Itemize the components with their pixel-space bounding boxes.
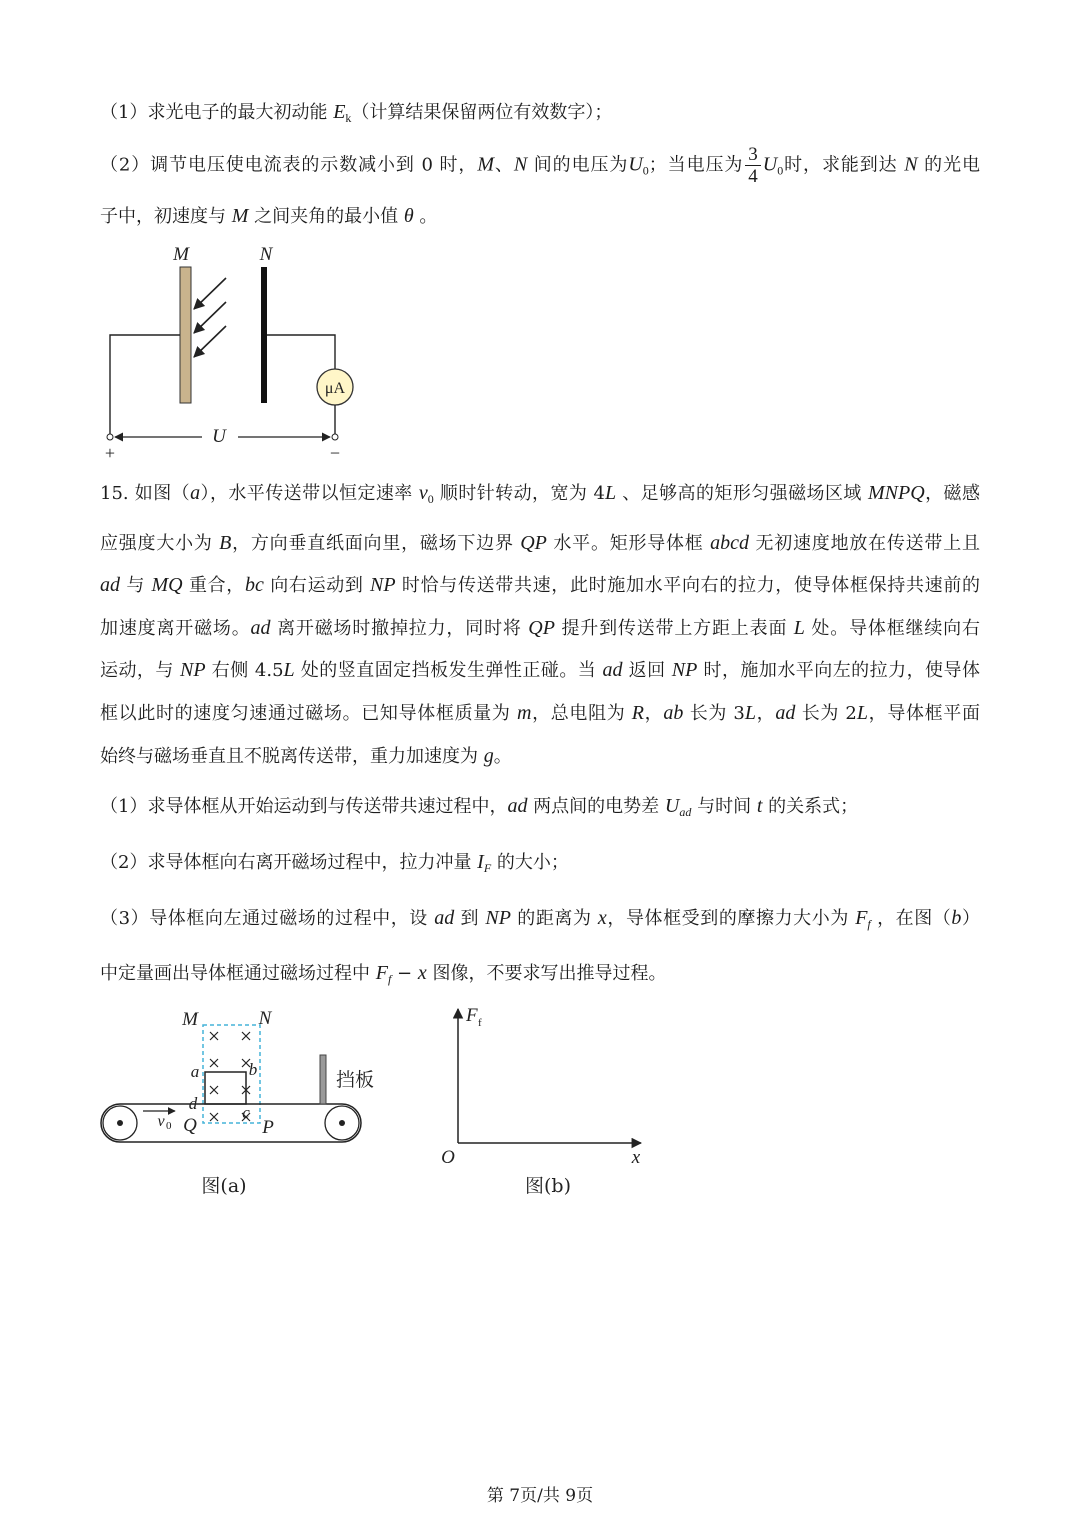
math-variable: t xyxy=(756,795,763,817)
text-run: ，导体框受到的摩擦力大小为 xyxy=(606,908,856,929)
text-run: ） xyxy=(961,908,980,929)
text-run: 重合， xyxy=(182,575,245,596)
frame-corner-c-label: c xyxy=(242,1103,250,1122)
frame-corner-b-label: b xyxy=(248,1060,258,1079)
math-variable: m xyxy=(516,702,532,724)
math-variable: B xyxy=(219,532,232,554)
origin-label: O xyxy=(441,1147,455,1168)
velocity-subscript: 0 xyxy=(166,1120,172,1132)
text-run: 框以此时的速度匀速通过磁场。已知导体框质量为 xyxy=(100,703,517,724)
math-variable: ad xyxy=(100,574,120,596)
conductor-frame-abcd xyxy=(205,1072,246,1104)
text-run: 应强度大小为 xyxy=(100,533,220,554)
right-pulley-axle xyxy=(339,1120,345,1126)
math-variable: U xyxy=(628,153,643,176)
math-variable: NP xyxy=(180,659,206,681)
metal-plate-m xyxy=(180,267,191,403)
text-run: 。 xyxy=(493,746,512,767)
text-run: 加速度离开磁场。 xyxy=(100,618,251,639)
field-corner-m-label: M xyxy=(182,1009,198,1030)
math-subscript: F xyxy=(483,861,492,875)
q14-part2-line1 xyxy=(100,144,980,187)
math-variable: I xyxy=(477,851,484,873)
frame-corner-a-label: a xyxy=(190,1062,200,1081)
text-run: ，磁感 xyxy=(924,483,980,504)
text-run: 中定量画出导体框通过磁场过程中 xyxy=(100,963,376,984)
fraction-numerator: 3 xyxy=(745,144,761,166)
math-variable: R xyxy=(631,702,644,724)
metal-plate-n xyxy=(261,267,267,403)
figure-a-caption: 图(a) xyxy=(201,1175,247,1197)
conveyor-figure-a xyxy=(95,1000,395,1210)
field-cross-icon xyxy=(210,1113,218,1121)
math-subscript: 0 xyxy=(777,163,784,178)
text-run: 15. 如图（ xyxy=(100,483,191,504)
text-run: − xyxy=(391,963,418,984)
frame-corner-d-label: d xyxy=(188,1094,198,1113)
math-variable: NP xyxy=(671,659,698,681)
text-run: 无初速度地放在传送带上且 xyxy=(748,533,980,554)
plate-n-label: N xyxy=(259,244,273,265)
text-run: （计算结果保留两位有效数字）； xyxy=(351,102,613,123)
math-subscript: 0 xyxy=(427,492,434,506)
math-variable: ad xyxy=(775,702,796,724)
light-ray-arrow-icon xyxy=(194,302,226,333)
math-variable: MNPQ xyxy=(868,482,925,504)
text-run: ，导体框平面 xyxy=(868,703,980,724)
field-corner-q-label: Q xyxy=(183,1115,197,1136)
q15-part3-line1 xyxy=(100,906,980,931)
page-footer: 第 7页/共 9页 xyxy=(486,1486,594,1506)
text-run: （1）求光电子的最大初动能 xyxy=(100,102,334,123)
baffle-plate xyxy=(320,1055,326,1104)
math-variable: ad xyxy=(602,659,623,681)
q15-part3-line2 xyxy=(100,961,980,986)
q15-stem-line1 xyxy=(100,481,980,506)
text-run: 离开磁场时撤掉拉力，同时将 xyxy=(270,618,529,639)
text-run: 间的电压为 xyxy=(527,154,629,176)
math-variable: U xyxy=(664,795,680,817)
field-cross-icon xyxy=(210,1032,218,1040)
text-run: 两点间的电势差 xyxy=(527,796,665,817)
math-variable: F xyxy=(375,962,388,984)
math-variable: F xyxy=(855,907,868,929)
text-run: ， xyxy=(756,703,776,724)
math-variable: L xyxy=(856,702,868,724)
text-run: 子中，初速度与 xyxy=(100,206,232,227)
text-run: 顺时针转动，宽为 4 xyxy=(433,483,605,504)
math-variable: E xyxy=(333,101,346,123)
math-variable: ad xyxy=(250,617,271,639)
y-axis-subscript: f xyxy=(478,1017,482,1029)
q14-part2-line2 xyxy=(100,204,980,229)
text-run: 与 xyxy=(120,575,152,596)
math-variable: L xyxy=(283,659,295,681)
math-variable: M xyxy=(231,205,249,227)
negative-terminal xyxy=(332,434,338,440)
text-run: （1）求导体框从开始运动到与传送带共速过程中， xyxy=(100,796,508,817)
figure-b-caption: 图(b) xyxy=(525,1175,571,1197)
y-axis-label: F xyxy=(466,1005,478,1026)
math-subscript: k xyxy=(345,111,352,125)
field-cross-icon xyxy=(210,1086,218,1094)
q15-stem-line2 xyxy=(100,531,980,556)
math-variable: x xyxy=(597,907,607,929)
text-run: 处的竖直固定挡板发生弹性正碰。当 xyxy=(294,660,603,681)
math-variable: N xyxy=(513,153,528,176)
left-wire xyxy=(110,335,180,434)
math-variable: θ xyxy=(403,205,414,227)
q15-part2 xyxy=(100,850,980,875)
math-variable: L xyxy=(793,617,805,639)
text-run: 、 xyxy=(494,154,514,176)
text-run: 图像，不要求写出推导过程。 xyxy=(426,963,667,984)
text-run: 返回 xyxy=(622,660,672,681)
q14-part1 xyxy=(100,100,980,125)
math-subscript: f xyxy=(867,917,871,931)
fraction xyxy=(745,144,761,187)
q15-stem-line5 xyxy=(100,658,980,683)
q15-stem-line3 xyxy=(100,573,980,598)
text-run: ），水平传送带以恒定速率 xyxy=(200,483,419,504)
math-variable: bc xyxy=(244,574,264,596)
left-pulley-axle xyxy=(117,1120,123,1126)
q15-stem-line6 xyxy=(100,701,980,726)
text-run: 的关系式； xyxy=(762,796,859,817)
math-variable: QP xyxy=(520,532,547,554)
math-variable: L xyxy=(604,482,617,504)
text-run: （2）调节电压使电流表的示数减小到 0 时， xyxy=(100,154,478,176)
text-run: （2）求导体框向右离开磁场过程中，拉力冲量 xyxy=(100,852,478,873)
math-variable: N xyxy=(904,153,918,176)
text-run: ， xyxy=(644,703,664,724)
math-variable: b xyxy=(951,907,962,929)
photoelectric-circuit-figure xyxy=(95,240,370,465)
text-run: 、足够高的矩形匀强磁场区域 xyxy=(616,483,868,504)
plus-sign: + xyxy=(104,443,116,463)
text-run: 的距离为 xyxy=(510,908,598,929)
microammeter-label: μA xyxy=(324,380,346,397)
math-variable: g xyxy=(483,745,494,767)
plate-m-label: M xyxy=(173,244,189,265)
math-variable: NP xyxy=(485,907,511,929)
field-cross-icon xyxy=(210,1059,218,1067)
text-run: ，总电阻为 xyxy=(531,703,632,724)
x-axis-label: x xyxy=(631,1147,641,1168)
math-variable: MQ xyxy=(151,574,183,596)
baffle-label: 挡板 xyxy=(336,1069,375,1091)
light-ray-arrow-icon xyxy=(194,278,226,309)
fraction-denominator: 4 xyxy=(748,166,758,187)
text-run: ；当电压为 xyxy=(648,154,744,176)
voltage-label: U xyxy=(212,426,226,447)
text-run: 之间夹角的最小值 xyxy=(248,206,404,227)
text-run: 始终与磁场垂直且不脱离传送带，重力加速度为 xyxy=(100,746,484,767)
field-cross-icon xyxy=(242,1032,250,1040)
q15-stem-line4 xyxy=(100,616,980,641)
text-run: 右侧 4.5 xyxy=(205,660,284,681)
q15-part1 xyxy=(100,794,980,819)
q15-stem-line7 xyxy=(100,744,980,769)
minus-sign: − xyxy=(329,443,341,463)
velocity-label: v xyxy=(157,1113,165,1130)
text-run: 时，施加水平向左的拉力，使导体 xyxy=(697,660,980,681)
text-run: 。 xyxy=(413,206,438,227)
math-subscript: 0 xyxy=(642,163,649,178)
field-corner-n-label: N xyxy=(258,1008,272,1029)
positive-terminal xyxy=(107,434,113,440)
text-run: 长为 2 xyxy=(795,703,857,724)
text-run: 与时间 xyxy=(691,796,757,817)
math-subscript: ad xyxy=(679,805,692,819)
text-run: （3）导体框向左通过磁场的过程中，设 xyxy=(100,908,435,929)
text-run: 提升到传送带上方距上表面 xyxy=(554,618,794,639)
text-run: 水平。矩形导体框 xyxy=(546,533,711,554)
text-run: 的光电 xyxy=(917,154,980,176)
text-run: 时恰与传送带共速，此时施加水平向右的拉力，使导体框保持共速前的 xyxy=(395,575,980,596)
math-variable: x xyxy=(417,962,427,984)
math-variable: M xyxy=(477,153,494,176)
text-run: ，在图（ xyxy=(870,908,952,929)
math-variable: U xyxy=(762,153,778,176)
text-run: 的大小； xyxy=(491,852,569,873)
math-variable: v xyxy=(418,482,428,504)
math-variable: ab xyxy=(663,702,684,724)
text-run: 长为 3 xyxy=(683,703,745,724)
text-run: 时，求能到达 xyxy=(783,154,905,176)
math-variable: QP xyxy=(528,617,555,639)
text-run: 到 xyxy=(454,908,486,929)
text-run: 运动，与 xyxy=(100,660,181,681)
math-variable: abcd xyxy=(710,532,749,554)
math-variable: ad xyxy=(507,795,528,817)
text-run: 向右运动到 xyxy=(263,575,370,596)
field-corner-p-label: P xyxy=(262,1117,274,1138)
text-run: ，方向垂直纸面向里，磁场下边界 xyxy=(231,533,521,554)
light-ray-arrow-icon xyxy=(194,326,226,357)
math-variable: a xyxy=(190,482,201,504)
math-variable: NP xyxy=(369,574,396,596)
math-variable: L xyxy=(744,702,756,724)
math-subscript: f xyxy=(387,972,392,986)
math-variable: ad xyxy=(434,907,455,929)
right-wire xyxy=(267,335,335,369)
ff-x-graph-figure-b xyxy=(430,1000,660,1210)
text-run: 处。导体框继续向右 xyxy=(804,618,980,639)
